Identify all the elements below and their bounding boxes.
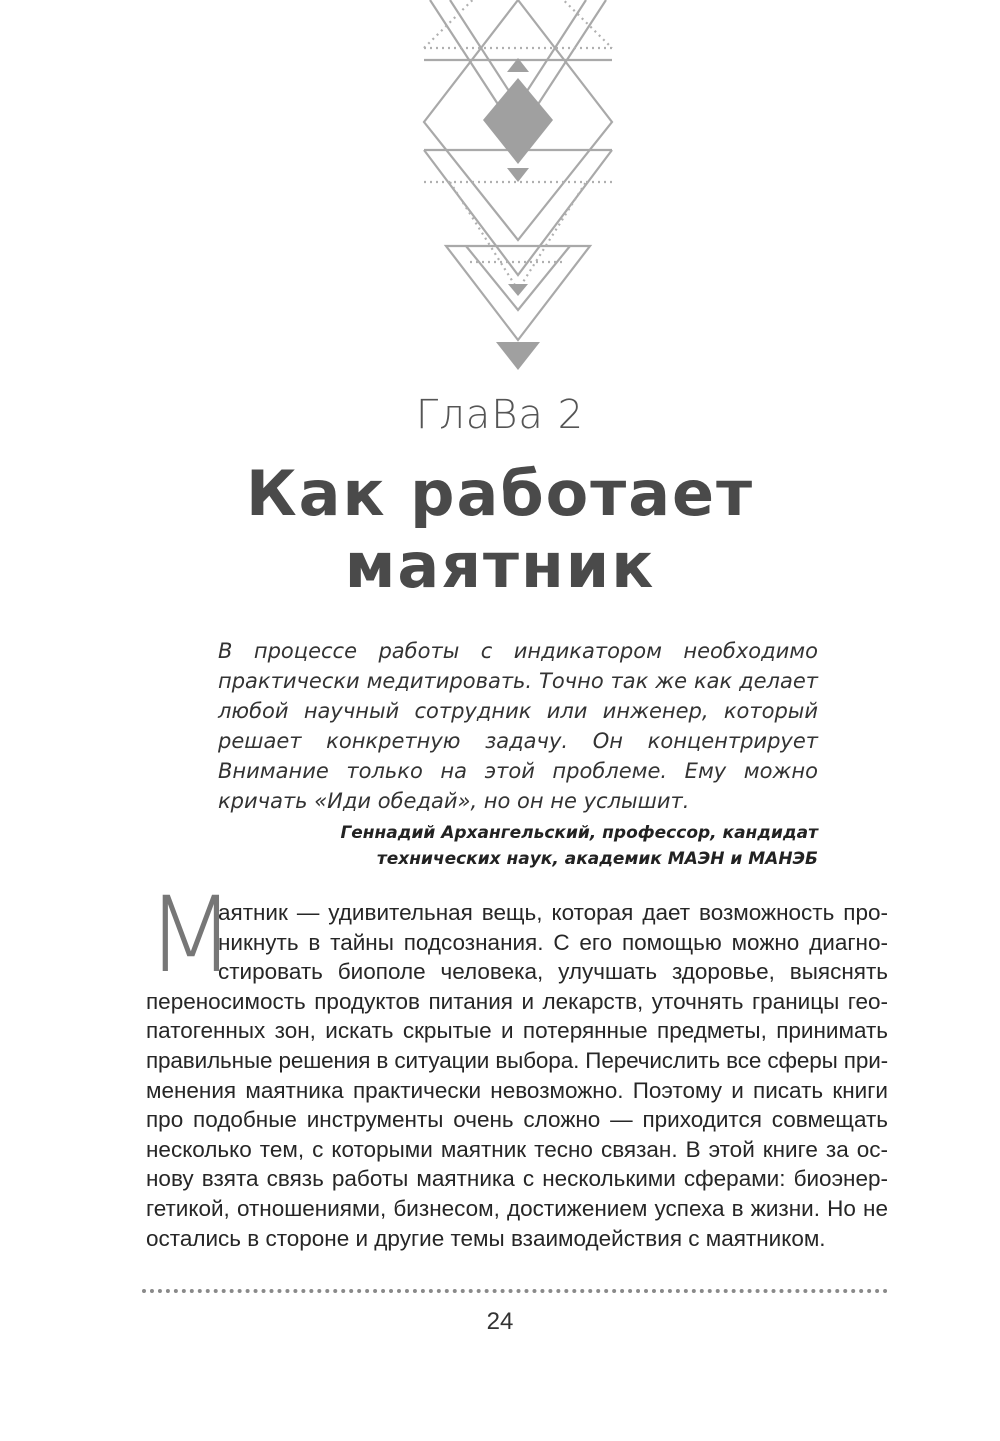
ornament-diamond bbox=[483, 78, 553, 164]
ornament-bottom-triangle bbox=[496, 342, 540, 370]
footer-divider bbox=[142, 1289, 888, 1293]
body-line: стировать биополе человека, улучшать здоровье, выяснять bbox=[218, 959, 888, 985]
body-line: менения маятника практически невозможно. Поэтому и писать книги bbox=[146, 1077, 888, 1103]
chapter-title-line2: маятник bbox=[344, 529, 656, 602]
epigraph-author-line1: Геннадий Архангельский, профессор, кандидат bbox=[340, 823, 818, 843]
chapter-title bbox=[0, 458, 1000, 602]
body-line: патогенных зон, искать скрытые и потерянные предметы, принимать bbox=[146, 1018, 888, 1044]
body-line: аятник — удивительная вещь, которая дает возможность про- bbox=[218, 900, 888, 925]
page-number: 24 bbox=[486, 1308, 514, 1335]
body-line: правильные решения в ситуации выбора. Перечислить все сферы при- bbox=[146, 1047, 888, 1073]
epigraph-author bbox=[218, 820, 818, 872]
body-line: про подобные инструменты очень сложно — приходится совмещать bbox=[146, 1107, 888, 1133]
body-line: нову взята связь работы маятника с несколькими сферами: биоэнер- bbox=[146, 1166, 888, 1192]
ornament-dotted-top bbox=[424, 0, 612, 48]
body-line: несколько тем, с которыми маятник тесно связан. В этой книге за ос- bbox=[146, 1136, 888, 1162]
epigraph-author-line2: технических наук, академик МАЭН и МАНЭБ bbox=[376, 849, 818, 869]
chapter-label: ГлаВа 2 bbox=[415, 392, 585, 438]
drop-cap: М bbox=[146, 874, 236, 996]
body-line: остались в стороне и другие темы взаимодействия с маятником. bbox=[146, 1225, 826, 1251]
body-line: никнуть в тайны подсознания. С его помощью можно диагно- bbox=[218, 929, 888, 955]
ornament-small-triangle-down bbox=[507, 168, 529, 182]
epigraph-text: В процессе работы с индикатором необходимо практически медитировать. Точно так же как делает любой научный сотрудник или инженер, который решает конкретную задачу. Он концентрирует Внимание только на этой проблеме. Ему можно кричать «Иди обедай», но он не услышит. bbox=[218, 639, 818, 813]
body-line: переносимость продуктов питания и лекарств, уточнять границы гео- bbox=[146, 988, 888, 1014]
chapter-title-line1: Как работает bbox=[245, 457, 755, 530]
body-paragraph bbox=[146, 898, 888, 1253]
geometric-ornament bbox=[410, 0, 626, 380]
body-line: гетикой, отношениями, бизнесом, достижением успеха в жизни. Но не bbox=[146, 1195, 888, 1221]
